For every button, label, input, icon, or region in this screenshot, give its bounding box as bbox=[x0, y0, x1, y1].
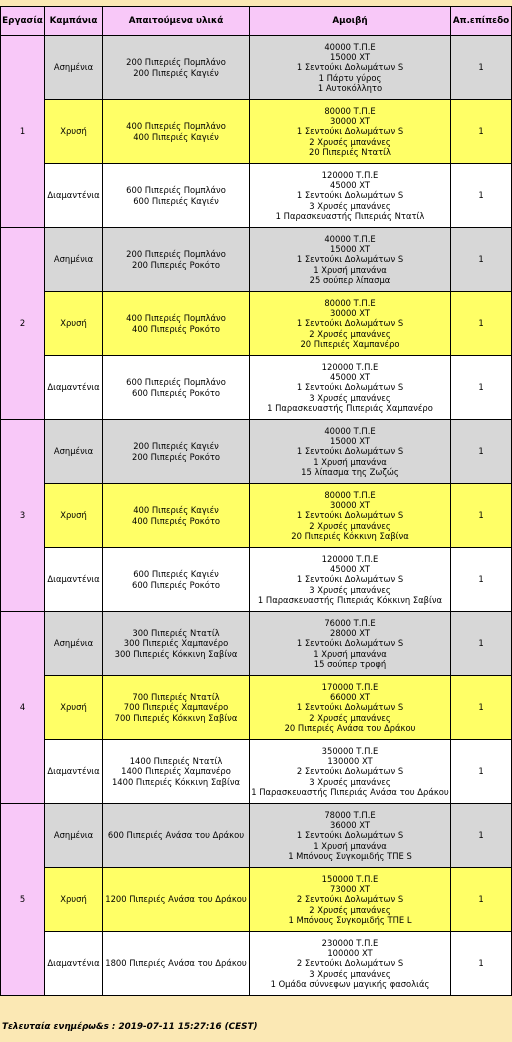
reward-line: 2 Χρυσές μπανάνες bbox=[309, 904, 391, 915]
reward-line: 2 Σεντούκι Δολωμάτων S bbox=[296, 958, 404, 969]
reward-cell bbox=[250, 868, 451, 932]
level-cell: 1 bbox=[451, 804, 512, 868]
table-row bbox=[1, 868, 512, 932]
reward-line: 36000 XT bbox=[329, 820, 370, 831]
reward-line: 1 Πάρτυ γύρος bbox=[318, 72, 382, 83]
level-cell: 1 bbox=[451, 676, 512, 740]
campaign-cell: Ασημένια bbox=[45, 228, 103, 292]
header-level: Απ.επίπεδο bbox=[451, 7, 512, 36]
campaign-cell: Ασημένια bbox=[45, 804, 103, 868]
reward-cell bbox=[250, 164, 451, 228]
header-reward: Αμοιβή bbox=[250, 7, 451, 36]
level-cell: 1 bbox=[451, 36, 512, 100]
reward-line: 30000 XT bbox=[329, 500, 370, 511]
reward-line: 1 Παρασκευαστής Πιπεριάς Ντατίλ bbox=[275, 210, 425, 221]
reward-line: 1 Παρασκευαστής Πιπεριάς Χαμπανέρο bbox=[267, 402, 433, 413]
level-cell: 1 bbox=[451, 356, 512, 420]
reward-line: 45000 XT bbox=[329, 564, 370, 575]
reward-line: 30000 XT bbox=[329, 308, 370, 319]
reward-line: 1 Ομάδα σύννεφων μαγικής φασολιάς bbox=[270, 978, 430, 989]
reward-line: 73000 XT bbox=[329, 884, 370, 895]
material-line: 600 Πιπεριές Ροκότο bbox=[131, 579, 220, 590]
reward-line: 1 Σεντούκι Δολωμάτων S bbox=[296, 638, 404, 649]
table-header bbox=[1, 7, 512, 36]
last-updated: Τελευταία ενημέρω&s : 2019-07-11 15:27:16 (CEST) bbox=[2, 1022, 258, 1032]
campaign-cell: Διαμαντένια bbox=[45, 356, 103, 420]
reward-line: 45000 XT bbox=[329, 372, 370, 383]
reward-line: 170000 Τ.Π.Ε bbox=[321, 681, 379, 692]
reward-line: 80000 Τ.Π.Ε bbox=[324, 297, 376, 308]
reward-cell bbox=[250, 676, 451, 740]
materials-cell bbox=[103, 548, 250, 612]
campaign-cell: Ασημένια bbox=[45, 612, 103, 676]
material-line: 1400 Πιπεριές Ντατίλ bbox=[129, 756, 223, 767]
reward-line: 2 Χρυσές μπανάνες bbox=[309, 520, 391, 531]
material-line: 400 Πιπεριές Ροκότο bbox=[131, 515, 220, 526]
reward-cell bbox=[250, 804, 451, 868]
reward-line: 28000 XT bbox=[329, 628, 370, 639]
reward-line: 1 Χρυσή μπανάνα bbox=[313, 648, 387, 659]
reward-cell bbox=[250, 612, 451, 676]
reward-line: 15000 XT bbox=[329, 52, 370, 63]
reward-line: 120000 Τ.Π.Ε bbox=[321, 361, 379, 372]
task-number: 1 bbox=[1, 36, 45, 228]
reward-line: 30000 XT bbox=[329, 116, 370, 127]
material-line: 700 Πιπεριές Χαμπανέρο bbox=[123, 702, 229, 713]
campaign-cell: Χρυσή bbox=[45, 484, 103, 548]
reward-cell bbox=[250, 420, 451, 484]
material-line: 400 Πιπεριές Ροκότο bbox=[131, 323, 220, 334]
table-row bbox=[1, 548, 512, 612]
reward-line: 15000 XT bbox=[329, 244, 370, 255]
campaign-cell: Ασημένια bbox=[45, 420, 103, 484]
reward-line: 130000 XT bbox=[327, 756, 373, 767]
materials-cell bbox=[103, 804, 250, 868]
table-row bbox=[1, 356, 512, 420]
header-task: Εργασία bbox=[1, 7, 45, 36]
reward-line: 78000 Τ.Π.Ε bbox=[324, 809, 376, 820]
reward-line: 120000 Τ.Π.Ε bbox=[321, 553, 379, 564]
table-row bbox=[1, 740, 512, 804]
material-line: 1800 Πιπεριές Ανάσα του Δράκου bbox=[105, 958, 247, 969]
campaign-cell: Διαμαντένια bbox=[45, 548, 103, 612]
table-row bbox=[1, 612, 512, 676]
campaign-cell: Διαμαντένια bbox=[45, 164, 103, 228]
level-cell: 1 bbox=[451, 932, 512, 996]
reward-line: 1 Σεντούκι Δολωμάτων S bbox=[296, 382, 404, 393]
materials-cell bbox=[103, 932, 250, 996]
materials-cell bbox=[103, 356, 250, 420]
reward-line: 1 Παρασκευαστής Πιπεριάς Ανάσα του Δράκου bbox=[251, 786, 449, 797]
material-line: 1400 Πιπεριές Χαμπανέρο bbox=[121, 766, 231, 777]
reward-line: 2 Χρυσές μπανάνες bbox=[309, 136, 391, 147]
table-body bbox=[1, 36, 512, 996]
table-row bbox=[1, 420, 512, 484]
reward-line: 15 σούπερ τροφή bbox=[313, 658, 387, 669]
reward-line: 1 Σεντούκι Δολωμάτων S bbox=[296, 830, 404, 841]
table-row bbox=[1, 932, 512, 996]
reward-line: 1 Σεντούκι Δολωμάτων S bbox=[296, 126, 404, 137]
reward-line: 20 Πιπεριές Χαμπανέρο bbox=[300, 338, 400, 349]
reward-line: 1 Σεντούκι Δολωμάτων S bbox=[296, 574, 404, 585]
reward-line: 120000 Τ.Π.Ε bbox=[321, 169, 379, 180]
campaign-table bbox=[0, 6, 512, 996]
reward-line: 2 Χρυσές μπανάνες bbox=[309, 712, 391, 723]
material-line: 400 Πιπεριές Καγιέν bbox=[133, 505, 219, 516]
materials-cell bbox=[103, 164, 250, 228]
task-number: 2 bbox=[1, 228, 45, 420]
reward-line: 25 σούπερ λίπασμα bbox=[309, 274, 391, 285]
materials-cell bbox=[103, 228, 250, 292]
table-row bbox=[1, 100, 512, 164]
material-line: 300 Πιπεριές Ντατίλ bbox=[132, 628, 220, 639]
reward-cell bbox=[250, 100, 451, 164]
table-row bbox=[1, 36, 512, 100]
reward-cell bbox=[250, 228, 451, 292]
reward-line: 76000 Τ.Π.Ε bbox=[324, 617, 376, 628]
reward-line: 1 Αυτοκόλλητο bbox=[317, 82, 383, 93]
material-line: 600 Πιπεριές Ανάσα του Δράκου bbox=[107, 830, 245, 841]
level-cell: 1 bbox=[451, 292, 512, 356]
material-line: 600 Πιπεριές Πομπλάνο bbox=[126, 377, 226, 388]
reward-line: 1 Σεντούκι Δολωμάτων S bbox=[296, 190, 404, 201]
reward-line: 1 Σεντούκι Δολωμάτων S bbox=[296, 62, 404, 73]
task-number: 3 bbox=[1, 420, 45, 612]
reward-line: 3 Χρυσές μπανάνες bbox=[309, 968, 391, 979]
reward-line: 1 Σεντούκι Δολωμάτων S bbox=[296, 446, 404, 457]
reward-line: 1 Μπόνους Συγκομιδής ΤΠΕ S bbox=[288, 850, 412, 861]
material-line: 200 Πιπεριές Ροκότο bbox=[131, 259, 220, 270]
material-line: 1200 Πιπεριές Ανάσα του Δράκου bbox=[105, 894, 247, 905]
reward-cell bbox=[250, 932, 451, 996]
header-campaign: Καμπάνια bbox=[45, 7, 103, 36]
campaign-cell: Διαμαντένια bbox=[45, 932, 103, 996]
material-line: 600 Πιπεριές Καγιέν bbox=[133, 195, 219, 206]
table-row bbox=[1, 484, 512, 548]
campaign-cell: Διαμαντένια bbox=[45, 740, 103, 804]
task-number: 4 bbox=[1, 612, 45, 804]
reward-line: 15000 XT bbox=[329, 436, 370, 447]
material-line: 200 Πιπεριές Πομπλάνο bbox=[126, 57, 226, 68]
level-cell: 1 bbox=[451, 868, 512, 932]
reward-line: 150000 Τ.Π.Ε bbox=[321, 873, 379, 884]
reward-line: 1 Σεντούκι Δολωμάτων S bbox=[296, 318, 404, 329]
campaign-cell: Χρυσή bbox=[45, 676, 103, 740]
campaign-cell: Χρυσή bbox=[45, 100, 103, 164]
reward-line: 3 Χρυσές μπανάνες bbox=[309, 200, 391, 211]
campaign-cell: Χρυσή bbox=[45, 868, 103, 932]
materials-cell bbox=[103, 292, 250, 356]
materials-cell bbox=[103, 100, 250, 164]
reward-line: 1 Χρυσή μπανάνα bbox=[313, 456, 387, 467]
material-line: 200 Πιπεριές Πομπλάνο bbox=[126, 249, 226, 260]
material-line: 600 Πιπεριές Καγιέν bbox=[133, 569, 219, 580]
materials-cell bbox=[103, 612, 250, 676]
level-cell: 1 bbox=[451, 420, 512, 484]
material-line: 200 Πιπεριές Καγιέν bbox=[133, 67, 219, 78]
reward-cell bbox=[250, 548, 451, 612]
reward-line: 40000 Τ.Π.Ε bbox=[324, 41, 376, 52]
reward-line: 66000 XT bbox=[329, 692, 370, 703]
material-line: 700 Πιπεριές Ντατίλ bbox=[132, 692, 220, 703]
materials-cell bbox=[103, 484, 250, 548]
material-line: 400 Πιπεριές Πομπλάνο bbox=[126, 121, 226, 132]
reward-line: 80000 Τ.Π.Ε bbox=[324, 105, 376, 116]
reward-line: 350000 Τ.Π.Ε bbox=[321, 745, 379, 756]
campaign-cell: Χρυσή bbox=[45, 292, 103, 356]
material-line: 300 Πιπεριές Κόκκινη Σαβίνα bbox=[114, 648, 238, 659]
header-materials: Απαιτούμενα υλικά bbox=[103, 7, 250, 36]
reward-line: 2 Σεντούκι Δολωμάτων S bbox=[296, 766, 404, 777]
materials-cell bbox=[103, 868, 250, 932]
material-line: 600 Πιπεριές Πομπλάνο bbox=[126, 185, 226, 196]
campaign-cell: Ασημένια bbox=[45, 36, 103, 100]
material-line: 300 Πιπεριές Χαμπανέρο bbox=[123, 638, 229, 649]
reward-line: 20 Πιπεριές Ντατίλ bbox=[309, 146, 391, 157]
materials-cell bbox=[103, 740, 250, 804]
table-row bbox=[1, 804, 512, 868]
reward-line: 2 Χρυσές μπανάνες bbox=[309, 328, 391, 339]
reward-line: 20 Πιπεριές Κόκκινη Σαβίνα bbox=[291, 530, 409, 541]
reward-line: 45000 XT bbox=[329, 180, 370, 191]
material-line: 400 Πιπεριές Καγιέν bbox=[133, 131, 219, 142]
reward-line: 1 Παρασκευαστής Πιπεριάς Κόκκινη Σαβίνα bbox=[257, 594, 443, 605]
table-row bbox=[1, 676, 512, 740]
reward-line: 2 Σεντούκι Δολωμάτων S bbox=[296, 894, 404, 905]
reward-line: 1 Μπόνους Συγκομιδής ΤΠΕ L bbox=[288, 914, 412, 925]
reward-line: 40000 Τ.Π.Ε bbox=[324, 425, 376, 436]
reward-line: 1 Σεντούκι Δολωμάτων S bbox=[296, 510, 404, 521]
level-cell: 1 bbox=[451, 484, 512, 548]
reward-cell bbox=[250, 36, 451, 100]
material-line: 200 Πιπεριές Ροκότο bbox=[131, 451, 220, 462]
material-line: 400 Πιπεριές Πομπλάνο bbox=[126, 313, 226, 324]
reward-line: 3 Χρυσές μπανάνες bbox=[309, 392, 391, 403]
reward-line: 1 Σεντούκι Δολωμάτων S bbox=[296, 254, 404, 265]
level-cell: 1 bbox=[451, 228, 512, 292]
table-row bbox=[1, 164, 512, 228]
reward-line: 80000 Τ.Π.Ε bbox=[324, 489, 376, 500]
reward-line: 1 Σεντούκι Δολωμάτων S bbox=[296, 702, 404, 713]
table-row bbox=[1, 228, 512, 292]
reward-line: 3 Χρυσές μπανάνες bbox=[309, 584, 391, 595]
level-cell: 1 bbox=[451, 164, 512, 228]
materials-cell bbox=[103, 676, 250, 740]
reward-line: 40000 Τ.Π.Ε bbox=[324, 233, 376, 244]
task-number: 5 bbox=[1, 804, 45, 996]
material-line: 600 Πιπεριές Ροκότο bbox=[131, 387, 220, 398]
reward-line: 1 Χρυσή μπανάνα bbox=[313, 264, 387, 275]
reward-line: 3 Χρυσές μπανάνες bbox=[309, 776, 391, 787]
reward-cell bbox=[250, 356, 451, 420]
reward-line: 20 Πιπεριές Ανάσα του Δράκου bbox=[284, 722, 416, 733]
reward-cell bbox=[250, 292, 451, 356]
materials-cell bbox=[103, 36, 250, 100]
reward-line: 230000 Τ.Π.Ε bbox=[321, 937, 379, 948]
reward-line: 100000 XT bbox=[327, 948, 373, 959]
material-line: 200 Πιπεριές Καγιέν bbox=[133, 441, 219, 452]
reward-line: 1 Χρυσή μπανάνα bbox=[313, 840, 387, 851]
reward-line: 15 λίπασμα της Ζωζώς bbox=[301, 466, 399, 477]
level-cell: 1 bbox=[451, 612, 512, 676]
level-cell: 1 bbox=[451, 548, 512, 612]
material-line: 700 Πιπεριές Κόκκινη Σαβίνα bbox=[114, 712, 238, 723]
reward-cell bbox=[250, 484, 451, 548]
reward-cell bbox=[250, 740, 451, 804]
table-row bbox=[1, 292, 512, 356]
level-cell: 1 bbox=[451, 100, 512, 164]
level-cell: 1 bbox=[451, 740, 512, 804]
materials-cell bbox=[103, 420, 250, 484]
material-line: 1400 Πιπεριές Κόκκινη Σαβίνα bbox=[111, 776, 241, 787]
